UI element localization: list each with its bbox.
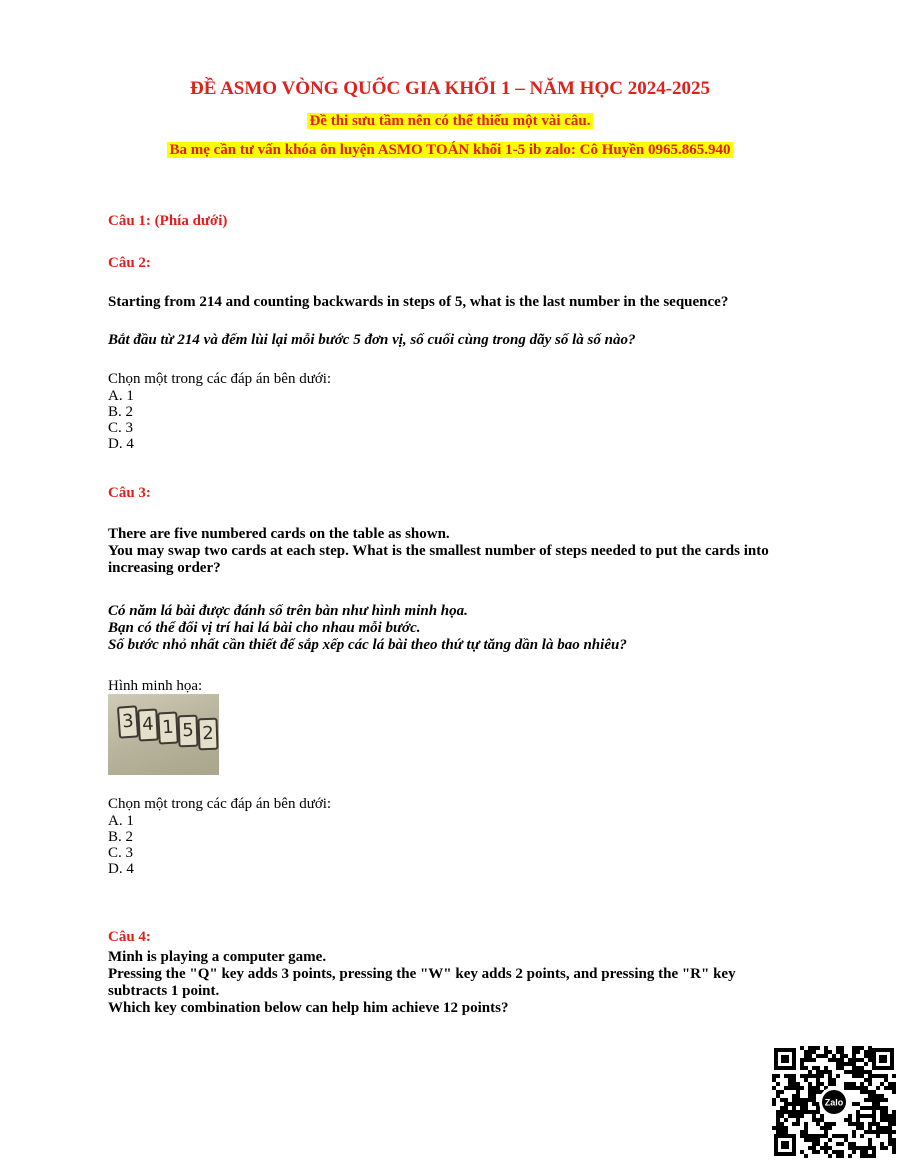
q3-option-a[interactable]: A. 1 [108, 813, 134, 829]
q4-body [108, 949, 798, 1017]
q3-vietnamese-line1: Có năm lá bài được đánh số trên bàn như hình minh họa. [108, 603, 468, 619]
q2-option-a[interactable]: A. 1 [108, 388, 134, 404]
q3-english [108, 526, 798, 577]
q3-option-c[interactable]: C. 3 [108, 845, 134, 861]
q3-english-line2: You may swap two cards at each step. What is the smallest number of steps needed to put the cards into increasing order? [108, 543, 769, 576]
q2-english: Starting from 214 and counting backwards in steps of 5, what is the last number in the sequence? [108, 294, 729, 310]
q1-heading: Câu 1: (Phía dưới) [108, 213, 228, 229]
q3-image-label: Hình minh họa: [108, 678, 203, 694]
q3-vietnamese [108, 603, 798, 654]
q2-option-c[interactable]: C. 3 [108, 420, 134, 436]
q4-line2: Pressing the "Q" key adds 3 points, pressing the "W" key adds 2 points, and pressing the "R" key subtracts 1 point. [108, 966, 736, 999]
card-2: 4 [137, 708, 159, 741]
q3-options [108, 813, 134, 877]
q2-option-d[interactable]: D. 4 [108, 436, 134, 452]
q4-line1: Minh is playing a computer game. [108, 949, 327, 965]
q2-vietnamese: Bắt đầu từ 214 và đếm lùi lại mỗi bước 5 đơn vị, số cuối cùng trong dãy số là số nào? [108, 332, 636, 348]
qr-graphic [772, 1046, 896, 1158]
contact-line [0, 142, 900, 159]
q3-vietnamese-line2: Bạn có thể đổi vị trí hai lá bài cho nhau mỗi bước. [108, 620, 421, 636]
q2-options [108, 388, 134, 452]
q3-option-d[interactable]: D. 4 [108, 861, 134, 877]
cards-illustration [108, 694, 219, 775]
card-3: 1 [157, 711, 179, 744]
note-highlight: Đề thi sưu tầm nên có thể thiếu một vài câu. [309, 113, 591, 129]
zalo-qr-code [772, 1046, 896, 1158]
q3-english-line1: There are five numbered cards on the table as shown. [108, 526, 450, 542]
q2-prompt: Chọn một trong các đáp án bên dưới: [108, 371, 332, 387]
card-5: 2 [197, 718, 218, 751]
q3-prompt: Chọn một trong các đáp án bên dưới: [108, 796, 332, 812]
q4-line3: Which key combination below can help him achieve 12 points? [108, 1000, 509, 1016]
contact-highlight: Ba mẹ cần tư vấn khóa ôn luyện ASMO TOÁN khối 1-5 ib zalo: Cô Huyền 0965.865.940 [169, 142, 731, 158]
zalo-badge: Zalo [824, 1097, 844, 1108]
q3-vietnamese-line3: Số bước nhỏ nhất cần thiết để sắp xếp các lá bài theo thứ tự tăng dần là bao nhiêu? [108, 637, 627, 653]
card-1: 3 [117, 705, 139, 738]
document-title: ĐỀ ASMO VÒNG QUỐC GIA KHỐI 1 – NĂM HỌC 2024-2025 [189, 78, 711, 99]
note-line [0, 113, 900, 130]
q4-heading: Câu 4: [108, 929, 151, 945]
card-4: 5 [177, 715, 198, 748]
q2-heading: Câu 2: [108, 255, 151, 271]
q2-option-b[interactable]: B. 2 [108, 404, 134, 420]
q3-option-b[interactable]: B. 2 [108, 829, 134, 845]
q3-heading: Câu 3: [108, 485, 151, 501]
